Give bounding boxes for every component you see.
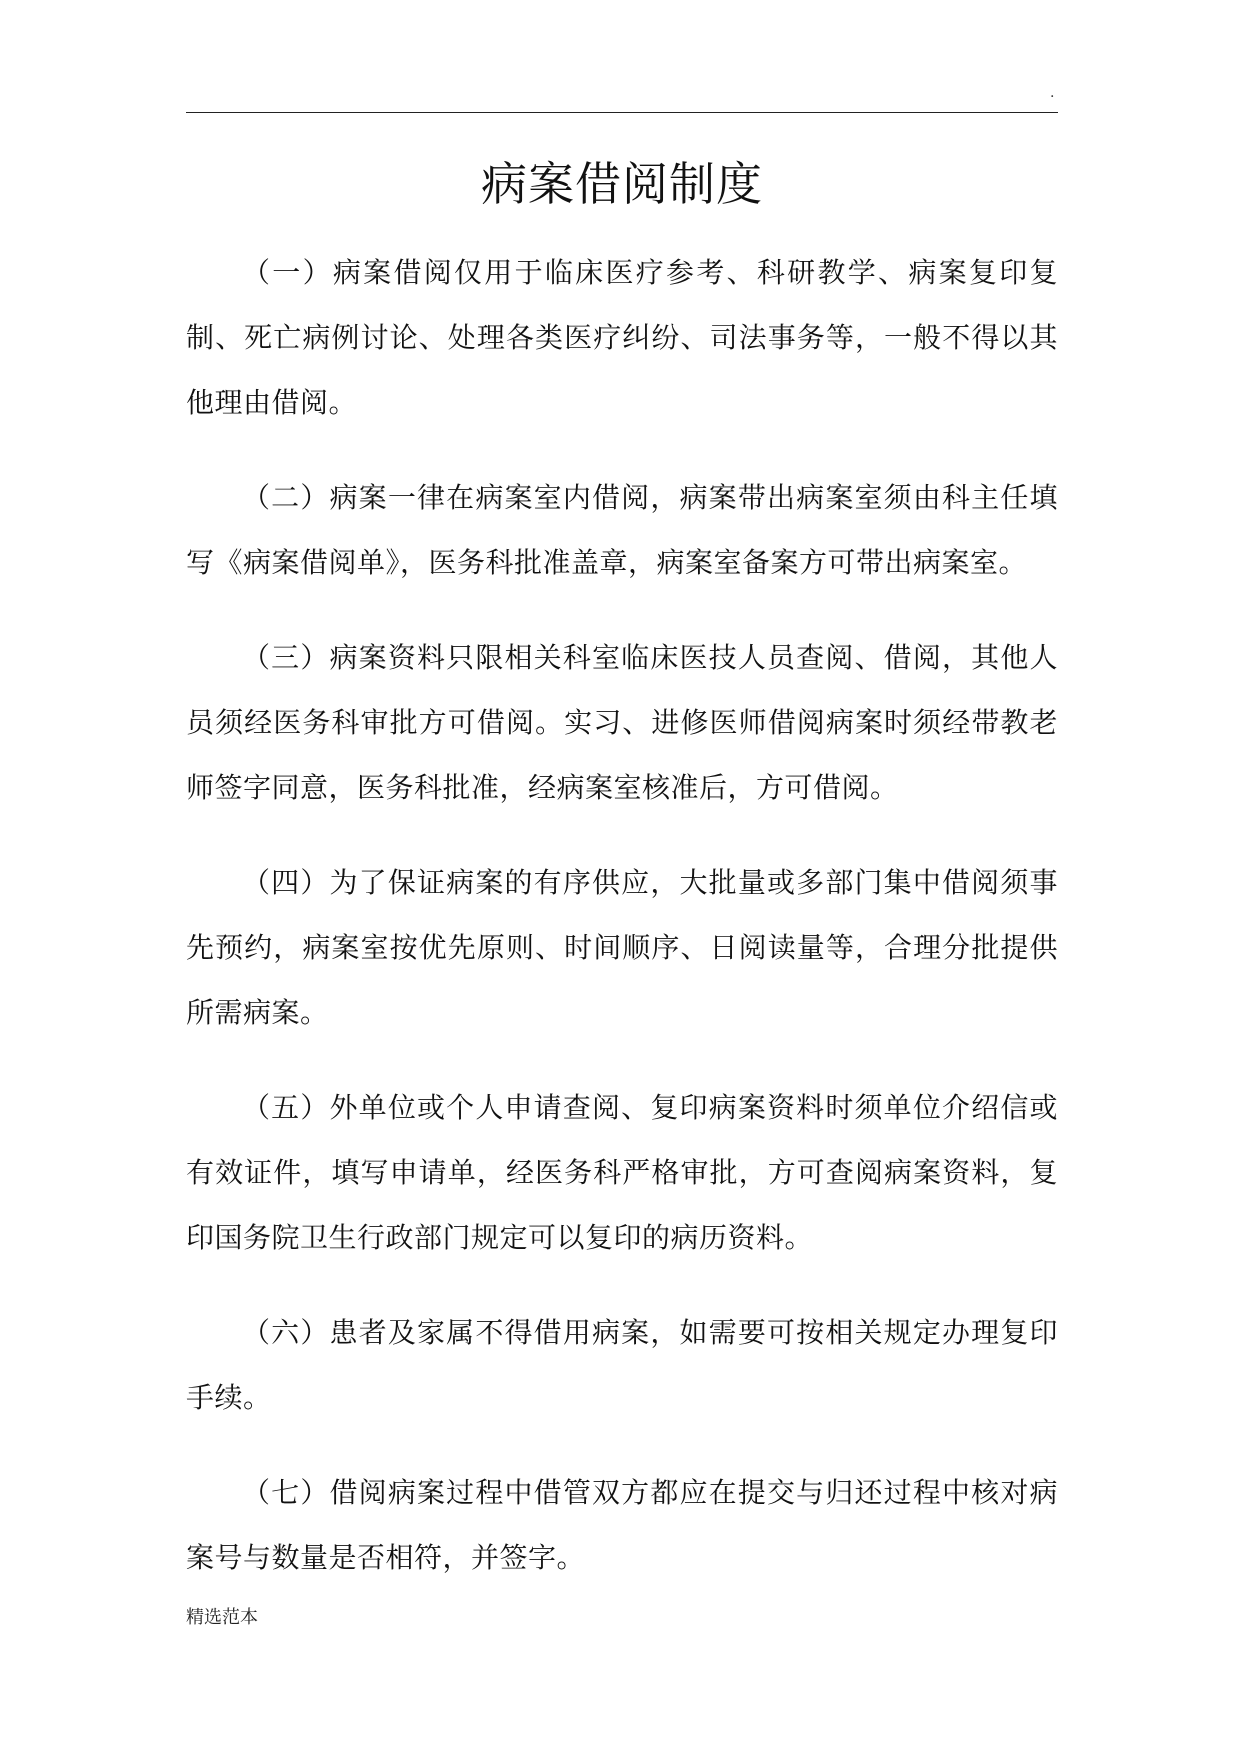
clause-1: （一）病案借阅仅用于临床医疗参考、科研教学、病案复印复制、死亡病例讨论、处理各类医疗纠纷、司法事务等，一般不得以其他理由借阅。 — [186, 256, 1058, 419]
clause-4: （四）为了保证病案的有序供应，大批量或多部门集中借阅须事先预约，病案室按优先原则、时间顺序、日阅读量等，合理分批提供所需病案。 — [186, 866, 1058, 1029]
clause-3: （三）病案资料只限相关科室临床医技人员查阅、借阅，其他人员须经医务科审批方可借阅。实习、进修医师借阅病案时须经带教老师签字同意，医务科批准，经病案室核准后，方可借阅。 — [186, 641, 1058, 804]
document-body — [186, 240, 1058, 1620]
footer-text: 精选范本 — [186, 1607, 258, 1628]
clause-6: （六）患者及家属不得借用病案，如需要可按相关规定办理复印手续。 — [186, 1316, 1058, 1414]
header-rule — [186, 112, 1058, 113]
clause-2: （二）病案一律在病案室内借阅，病案带出病案室须由科主任填写《病案借阅单》，医务科批准盖章，病案室备案方可带出病案室。 — [186, 481, 1058, 579]
clause-7: （七）借阅病案过程中借管双方都应在提交与归还过程中核对病案号与数量是否相符，并签字。 — [186, 1476, 1058, 1574]
page-title: 病案借阅制度 — [481, 157, 763, 211]
header-mark: . — [1050, 85, 1055, 101]
clause-5: （五）外单位或个人申请查阅、复印病案资料时须单位介绍信或有效证件，填写申请单，经医务科严格审批，方可查阅病案资料，复印国务院卫生行政部门规定可以复印的病历资料。 — [186, 1091, 1058, 1254]
